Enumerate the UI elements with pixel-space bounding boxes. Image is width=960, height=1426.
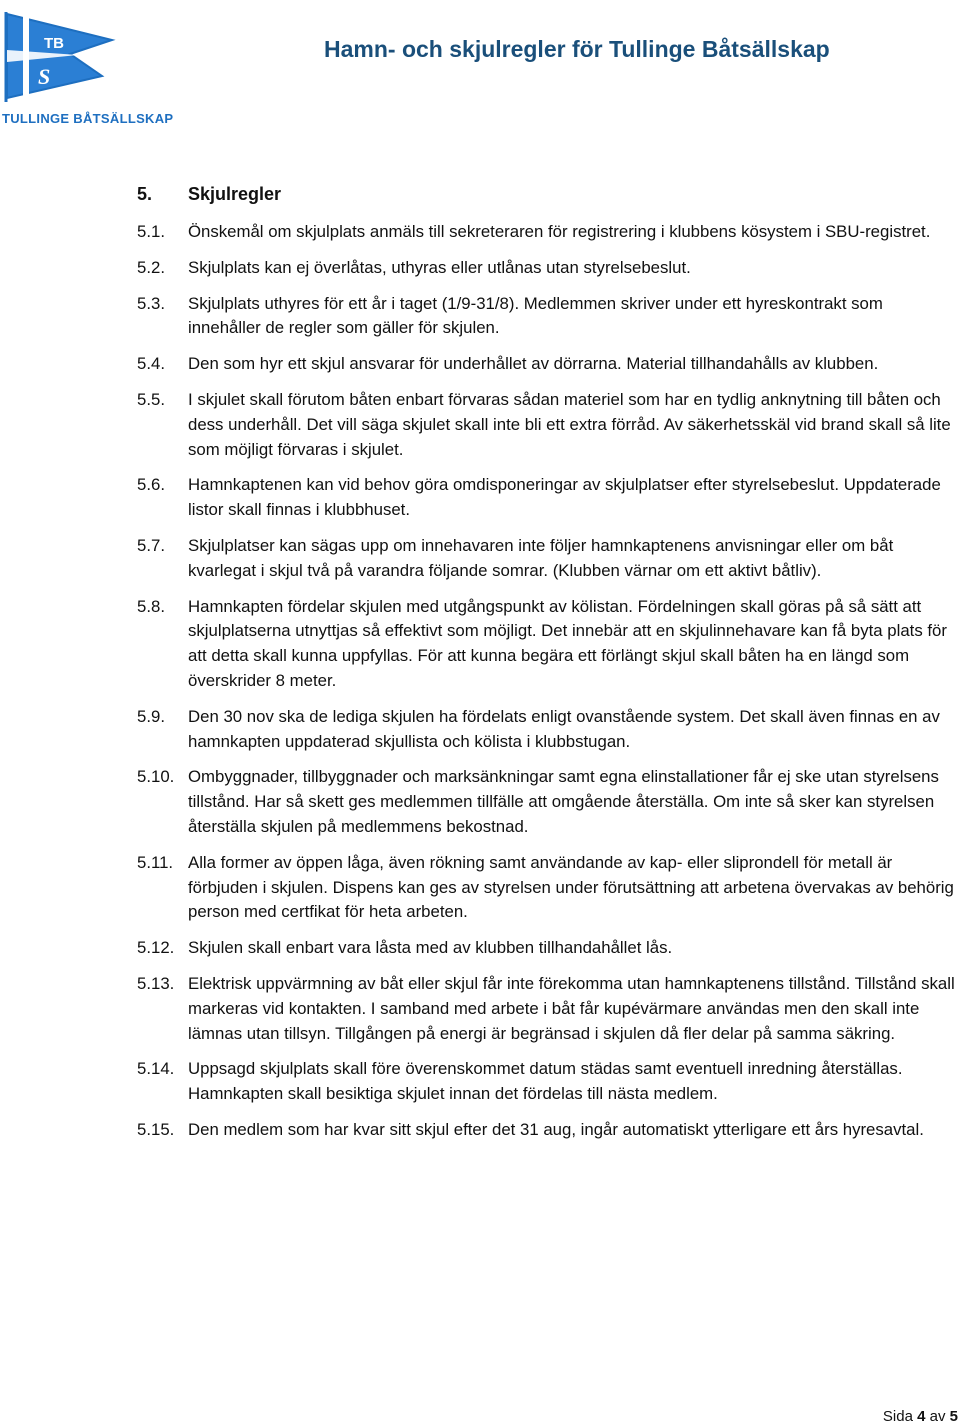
rule-text: Alla former av öppen låga, även rökning samt användande av kap- eller sliprondell för metall är förbjuden i skjulen. Dispens kan ges av styrelsen under förutsättning att arbetena övervakas av behörig person med certfikat för heta arbeten. xyxy=(188,852,954,922)
page-total: 5 xyxy=(949,1408,958,1425)
page-separator: av xyxy=(929,1408,946,1425)
rule-item xyxy=(137,851,957,925)
rule-item xyxy=(137,1057,957,1107)
club-pennant-icon xyxy=(0,10,190,110)
rule-item xyxy=(137,765,957,839)
rule-number: 5.13. xyxy=(137,973,175,993)
rule-item xyxy=(137,936,957,961)
logo-club-name: TULLINGE BÅTSÄLLSKAP xyxy=(2,111,174,126)
rule-text: Den som hyr ett skjul ansvarar för underhållet av dörrarna. Material tillhandahålls av klubben. xyxy=(188,354,879,374)
section-number: 5. xyxy=(137,184,153,204)
rule-text: Skjulplats kan ej överlåtas, uthyras eller utlånas utan styrelsebeslut. xyxy=(188,257,691,277)
rule-text: Den 30 nov ska de lediga skjulen ha fördelats enligt ovanstående system. Det skall även finnas en av hamnkapten uppdaterad skjullista och kölista i klubbstugan. xyxy=(188,706,940,751)
rule-number: 5.7. xyxy=(137,535,165,555)
rule-item xyxy=(137,388,957,462)
rule-item xyxy=(137,595,957,694)
rule-text: Skjulplatser kan sägas upp om innehavaren inte följer hamnkaptenens anvisningar eller om båt kvarlegat i skjul två på varandra följande somrar. (Klubben värnar om ett aktivt båtliv). xyxy=(188,535,894,580)
rule-item xyxy=(137,705,957,755)
rule-text: I skjulet skall förutom båten enbart förvaras sådan materiel som har en tydlig anknytning till båten och dess underhåll. Det vill säga skjulet skall inte bli ett extra förråd. Av säkerhetsskäl vid brand skall så lite som möjligt förvaras i skjulet. xyxy=(188,389,951,459)
rule-item xyxy=(137,473,957,523)
rule-item xyxy=(137,256,957,281)
rule-text: Ombyggnader, tillbyggnader och marksänkningar samt egna elinstallationer får ej ske utan styrelsens tillstånd. Har så skett ges medlemmen tillfälle att omgående återställa. Om inte så sker kan styrelsen återställa skjulen på medlemmens bekostnad. xyxy=(188,767,939,836)
logo-monogram-bottom: S xyxy=(38,64,51,89)
page-current: 4 xyxy=(917,1408,926,1425)
rule-item xyxy=(137,292,957,342)
rule-number: 5.9. xyxy=(137,706,165,726)
rule-number: 5.10. xyxy=(137,767,175,787)
rule-item xyxy=(137,220,957,245)
rule-number: 5.12. xyxy=(137,938,175,958)
rule-item xyxy=(137,972,957,1046)
rule-number: 5.15. xyxy=(137,1119,175,1139)
rule-number: 5.6. xyxy=(137,475,165,495)
rule-number: 5.4. xyxy=(137,354,165,374)
section-title: Skjulregler xyxy=(188,184,282,204)
rule-text: Skjulen skall enbart vara låsta med av klubben tillhandahållet lås. xyxy=(188,938,673,958)
rule-text: Hamnkapten fördelar skjulen med utgångspunkt av kölistan. Fördelningen skall göras på så sätt att skjulplatserna utnyttjas så effektivt som möjligt. Det innebär att en skjulinnehavare kan få byta plats för att detta skall kunna uppfyllas. För att kunna begära ett förlängt skjul skall båten ha en längd som överskrider 8 meter. xyxy=(188,596,947,690)
rules-list xyxy=(137,220,957,1154)
rule-text: Den medlem som har kvar sitt skjul efter det 31 aug, ingår automatiskt ytterligare ett års hyresavtal. xyxy=(188,1119,924,1139)
rule-item xyxy=(137,534,957,584)
rule-item xyxy=(137,352,957,377)
rule-text: Hamnkaptenen kan vid behov göra omdisponeringar av skjulplatser efter styrelsebeslut. Uppdaterade listor skall finnas i klubbhuset. xyxy=(188,475,941,520)
rule-number: 5.14. xyxy=(137,1059,175,1079)
rule-number: 5.8. xyxy=(137,596,165,616)
rule-number: 5.2. xyxy=(137,257,165,277)
rule-text: Önskemål om skjulplats anmäls till sekreteraren för registrering i klubbens kösystem i SBU-registret. xyxy=(188,222,931,241)
rule-number: 5.1. xyxy=(137,222,165,241)
club-logo xyxy=(0,10,190,125)
rule-number: 5.5. xyxy=(137,389,165,409)
rule-number: 5.11. xyxy=(137,852,174,872)
rule-item xyxy=(137,1118,957,1143)
page-indicator xyxy=(883,1408,958,1425)
rule-text: Uppsagd skjulplats skall före överenskommet datum städas samt eventuell inredning återställas. Hamnkapten skall besiktiga skjulet innan det fördelas till nästa medlem. xyxy=(188,1059,903,1104)
logo-monogram-top: TB xyxy=(44,35,64,52)
document-title: Hamn- och skjulregler för Tullinge Båtsällskap xyxy=(324,36,830,62)
section-heading xyxy=(137,184,281,205)
rule-number: 5.3. xyxy=(137,293,165,313)
page-label: Sida xyxy=(882,1408,913,1425)
rule-text: Skjulplats uthyres för ett år i taget (1/9-31/8). Medlemmen skriver under ett hyreskontrakt som innehåller de regler som gäller för skjulen. xyxy=(188,293,883,338)
rule-text: Elektrisk uppvärmning av båt eller skjul får inte förekomma utan hamnkaptenens tillstånd. Tillstånd skall markeras vid kontakten. I samband med arbete i båt får kupévärmare användas men den skall inte lämnas utan tillsyn. Tillgången på energi är begränsad i skjulen då fler delar på samma säkring. xyxy=(188,973,955,1043)
